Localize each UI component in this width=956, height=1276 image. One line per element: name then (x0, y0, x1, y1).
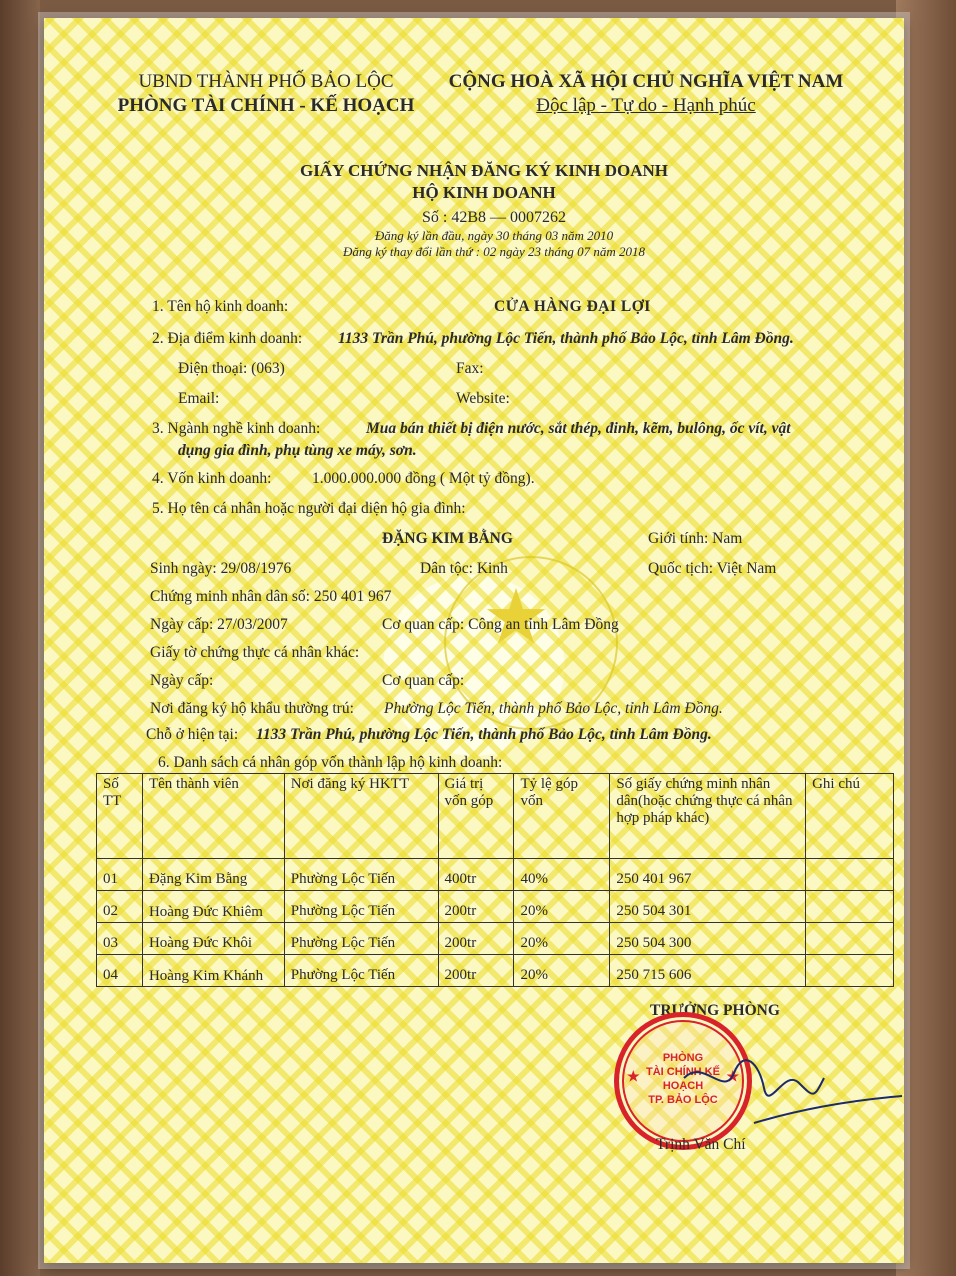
field-4-label: 4. Vốn kinh doanh: (152, 470, 272, 487)
stamp-line-2: TÀI CHÍNH KẾ HOẠCH (646, 1066, 720, 1092)
authority-line-1: UBND THÀNH PHỐ BẢO LỘC (138, 71, 394, 92)
field-3-label: 3. Ngành nghề kinh doanh: (152, 420, 321, 437)
cell-capital: 400tr (438, 859, 514, 891)
table-row (97, 891, 894, 923)
cell-notes (806, 891, 894, 923)
ethnicity-field: Dân tộc: Kinh (420, 560, 508, 577)
stamp-line-3: TP. BẢO LỘC (648, 1094, 718, 1106)
cell-member: Hoàng Đức Khiêm (142, 891, 284, 923)
business-lines-1: Mua bán thiết bị điện nước, sắt thép, đinh, kẽm, bulông, ốc vít, vật (366, 420, 791, 437)
field-1-label: 1. Tên hộ kinh doanh: (152, 298, 289, 315)
col-header-id: Số giấy chứng minh nhân dân(hoặc chứng thực cá nhân hợp pháp khác) (610, 774, 806, 859)
cell-member: Đặng Kim Bằng (142, 859, 284, 891)
cell-residence: Phường Lộc Tiến (284, 923, 438, 955)
cell-capital: 200tr (438, 891, 514, 923)
permanent-residence-value: Phường Lộc Tiến, thành phố Bảo Lộc, tỉnh Lâm Đồng. (384, 700, 723, 717)
table-row (97, 859, 894, 891)
other-id-field: Giấy tờ chứng thực cá nhân khác: (150, 644, 360, 661)
business-lines-2: dụng gia đình, phụ tùng xe máy, sơn. (178, 442, 417, 459)
country-name: CỘNG HOÀ XÃ HỘI CHỦ NGHĨA VIỆT NAM (448, 71, 844, 92)
cell-residence: Phường Lộc Tiến (284, 891, 438, 923)
backdrop-right (896, 0, 956, 1276)
handwritten-signature (664, 1038, 904, 1128)
first-registration-date: Đăng ký lần đầu, ngày 30 tháng 03 năm 2010 (374, 228, 614, 243)
cell-no: 01 (97, 859, 143, 891)
table-row (97, 923, 894, 955)
cell-residence: Phường Lộc Tiến (284, 859, 438, 891)
col-header-no: Số TT (97, 774, 143, 859)
cell-no: 02 (97, 891, 143, 923)
email-field: Email: (178, 390, 220, 407)
cell-capital: 200tr (438, 955, 514, 987)
cell-ratio: 40% (514, 859, 610, 891)
nationality-field: Quốc tịch: Việt Nam (648, 560, 777, 577)
issue-date-field: Ngày cấp: 27/03/2007 (150, 616, 288, 633)
fax-field: Fax: (456, 360, 484, 377)
title-line-2: HỘ KINH DOANH (412, 183, 556, 202)
table-row (97, 955, 894, 987)
stamp-star-icon: ★ (627, 1068, 640, 1084)
col-header-notes: Ghi chú (806, 774, 894, 859)
dob-field: Sinh ngày: 29/08/1976 (150, 560, 292, 577)
cell-id: 250 504 301 (610, 891, 806, 923)
cell-notes (806, 923, 894, 955)
national-motto: Độc lập - Tự do - Hạnh phúc (536, 95, 756, 116)
business-address: 1133 Trần Phú, phường Lộc Tiến, thành phố Bảo Lộc, tỉnh Lâm Đồng. (338, 330, 794, 347)
cell-id: 250 504 300 (610, 923, 806, 955)
document-title (244, 160, 724, 204)
col-header-member: Tên thành viên (142, 774, 284, 859)
signer-role: TRƯỞNG PHÒNG (650, 1002, 780, 1019)
change-registration-date: Đăng ký thay đổi lần thứ : 02 ngày 23 tháng 07 năm 2018 (342, 244, 646, 259)
registration-info (284, 208, 704, 260)
national-header (436, 70, 856, 118)
cell-no: 04 (97, 955, 143, 987)
col-header-capital: Giá trị vốn góp (438, 774, 514, 859)
field-6-label: 6. Danh sách cá nhân góp vốn thành lập hộ kinh doanh: (158, 754, 503, 771)
cell-ratio: 20% (514, 891, 610, 923)
other-issuer-field: Cơ quan cấp: (382, 672, 465, 689)
stamp-star-icon: ★ (726, 1068, 739, 1084)
capital-value: 1.000.000.000 đồng ( Một tỷ đồng). (312, 470, 535, 487)
current-residence-label: Chỗ ở hiện tại: (146, 726, 239, 743)
current-residence-value: 1133 Trần Phú, phường Lộc Tiến, thành phố Bảo Lộc, tỉnh Lâm Đồng. (256, 726, 712, 743)
cell-ratio: 20% (514, 923, 610, 955)
emblem-star-icon: ★ (482, 576, 551, 660)
gender-field: Giới tính: Nam (648, 530, 743, 547)
id-number-field: Chứng minh nhân dân số: 250 401 967 (150, 588, 392, 605)
table-header-row (97, 774, 894, 859)
field-5-label: 5. Họ tên cá nhân hoặc người đại diện hộ gia đình: (152, 500, 466, 517)
cell-residence: Phường Lộc Tiến (284, 955, 438, 987)
certificate-sheet (44, 18, 904, 1263)
issuing-authority (106, 70, 426, 118)
field-2-label: 2. Địa điểm kinh doanh: (152, 330, 303, 347)
cell-capital: 200tr (438, 923, 514, 955)
cell-id: 250 715 606 (610, 955, 806, 987)
cell-member: Hoàng Đức Khôi (142, 923, 284, 955)
cell-member: Hoàng Kim Khánh (142, 955, 284, 987)
stamp-line-1: PHÒNG (662, 1052, 704, 1064)
certificate-number: Số : 42B8 — 0007262 (421, 209, 566, 226)
website-field: Website: (456, 390, 510, 407)
cell-notes (806, 955, 894, 987)
cell-id: 250 401 967 (610, 859, 806, 891)
backdrop-left (0, 0, 40, 1276)
cell-notes (806, 859, 894, 891)
signer-name: Trịnh Văn Chí (656, 1136, 746, 1153)
phone-field: Điện thoại: (063) (178, 360, 285, 377)
col-header-residence: Nơi đăng ký HKTT (284, 774, 438, 859)
permanent-residence-label: Nơi đăng ký hộ khẩu thường trú: (150, 700, 354, 717)
representative-name: ĐẶNG KIM BẰNG (382, 530, 513, 547)
col-header-ratio: Tỷ lệ góp vốn (514, 774, 610, 859)
authority-line-2: PHÒNG TÀI CHÍNH - KẾ HOẠCH (117, 95, 415, 116)
business-name: CỬA HÀNG ĐẠI LỢI (494, 298, 651, 315)
cell-ratio: 20% (514, 955, 610, 987)
issuer-field: Cơ quan cấp: Công an tỉnh Lâm Đồng (382, 616, 619, 633)
cell-no: 03 (97, 923, 143, 955)
title-line-1: GIẤY CHỨNG NHẬN ĐĂNG KÝ KINH DOANH (299, 161, 668, 180)
capital-contributors-table (96, 773, 894, 987)
other-issue-date-field: Ngày cấp: (150, 672, 214, 689)
